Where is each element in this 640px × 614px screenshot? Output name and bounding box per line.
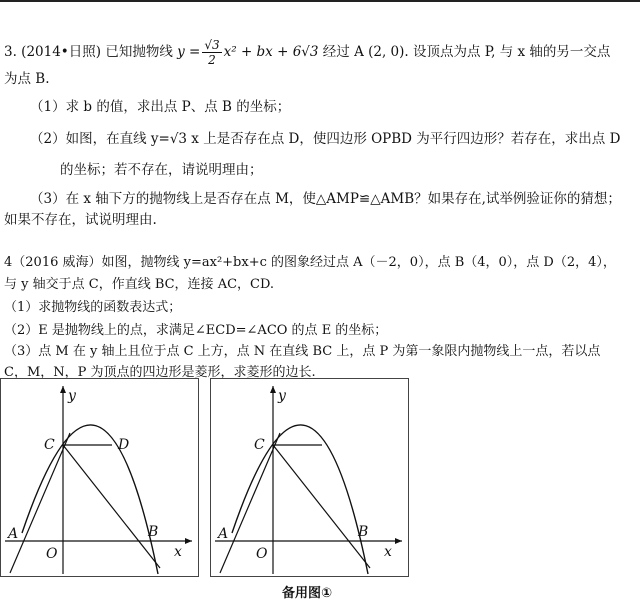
- parabola-curve: [232, 425, 368, 574]
- q4-part2: （2）E 是抛物线上的点，求满足∠ECD=∠ACO 的点 E 的坐标；: [4, 323, 388, 338]
- q3-formula-rest: x² + bx + 6√3: [223, 44, 319, 60]
- point-b-label: B: [358, 524, 369, 540]
- line-bc: [63, 445, 160, 568]
- q4-part1: （1）求抛物线的函数表达式；: [4, 300, 182, 315]
- figure-caption: 备用图①: [282, 586, 333, 601]
- point-d-label: D: [118, 437, 130, 453]
- y-axis-arrow-icon: [270, 386, 276, 393]
- q3-formula-y: y =: [177, 44, 201, 60]
- y-axis-label: y: [278, 388, 286, 404]
- y-axis-arrow-icon: [60, 386, 66, 393]
- q3-frac-num: √3: [204, 38, 220, 52]
- line-bc: [273, 445, 370, 568]
- x-axis-label: x: [384, 544, 392, 560]
- point-a-label: A: [8, 526, 19, 542]
- q3-suffix: 经过 A (2, 0). 设顶点为点 P, 与 x 轴的另一交点: [318, 44, 611, 60]
- origin-label: O: [46, 546, 58, 562]
- q3-part1: （1）求 b 的值，求出点 P、点 B 的坐标；: [30, 99, 291, 115]
- q3-part3a: （3）在 x 轴下方的抛物线上是否存在点 M，使△AMP≌△AMB？如果存在,试举例验证你的猜想；: [30, 191, 621, 207]
- q3-part2a: （2）如图，在直线 y=√3 x 上是否存在点 D，使四边形 OPBD 为平行四边形？若存在，求出点 D: [30, 131, 621, 147]
- point-a-label: A: [218, 526, 229, 542]
- x-axis-arrow-icon: [185, 538, 192, 544]
- q4-line1: 4（2016 威海）如图，抛物线 y=ax²+bx+c 的图象经过点 A（－2，0），点 B（4，0），点 D（2，4），: [4, 255, 616, 270]
- x-axis-arrow-icon: [395, 538, 402, 544]
- q4-line2: 与 y 轴交于点 C，作直线 BC，连接 AC，CD.: [4, 277, 275, 292]
- top-rule: [0, 0, 640, 2]
- parabola-curve: [22, 425, 158, 574]
- point-b-label: B: [148, 524, 159, 540]
- q3-line2: 为点 B.: [4, 71, 50, 87]
- point-c-label: C: [254, 437, 265, 453]
- q3-prefix: 3. (2014•日照) 已知抛物线: [4, 44, 178, 60]
- origin-label: O: [256, 546, 268, 562]
- q3-line1: [4, 38, 610, 67]
- x-axis-label: x: [174, 544, 182, 560]
- q3-part2b: 的坐标；若不存在，请说明理由；: [60, 162, 263, 178]
- q3-frac-den: 2: [208, 53, 216, 67]
- q4-part3a: （3）点 M 在 y 轴上且位于点 C 上方，点 N 在直线 BC 上，点 P 为第一象限内抛物线上一点，若以点: [4, 344, 601, 359]
- q3-fraction: [202, 38, 221, 67]
- q3-part3b: 如果不存在，试说明理由.: [4, 212, 157, 228]
- y-axis-label: y: [68, 388, 76, 404]
- q4-part3b: C，M，N，P 为顶点的四边形是菱形，求菱形的边长.: [4, 365, 316, 380]
- point-c-label: C: [44, 437, 55, 453]
- figure-2-frame: [211, 379, 409, 577]
- figure-2: [210, 378, 410, 578]
- figure-1-frame: [1, 379, 199, 577]
- line-ac: [220, 433, 280, 573]
- line-ac: [10, 433, 70, 573]
- figure-1: [0, 378, 200, 578]
